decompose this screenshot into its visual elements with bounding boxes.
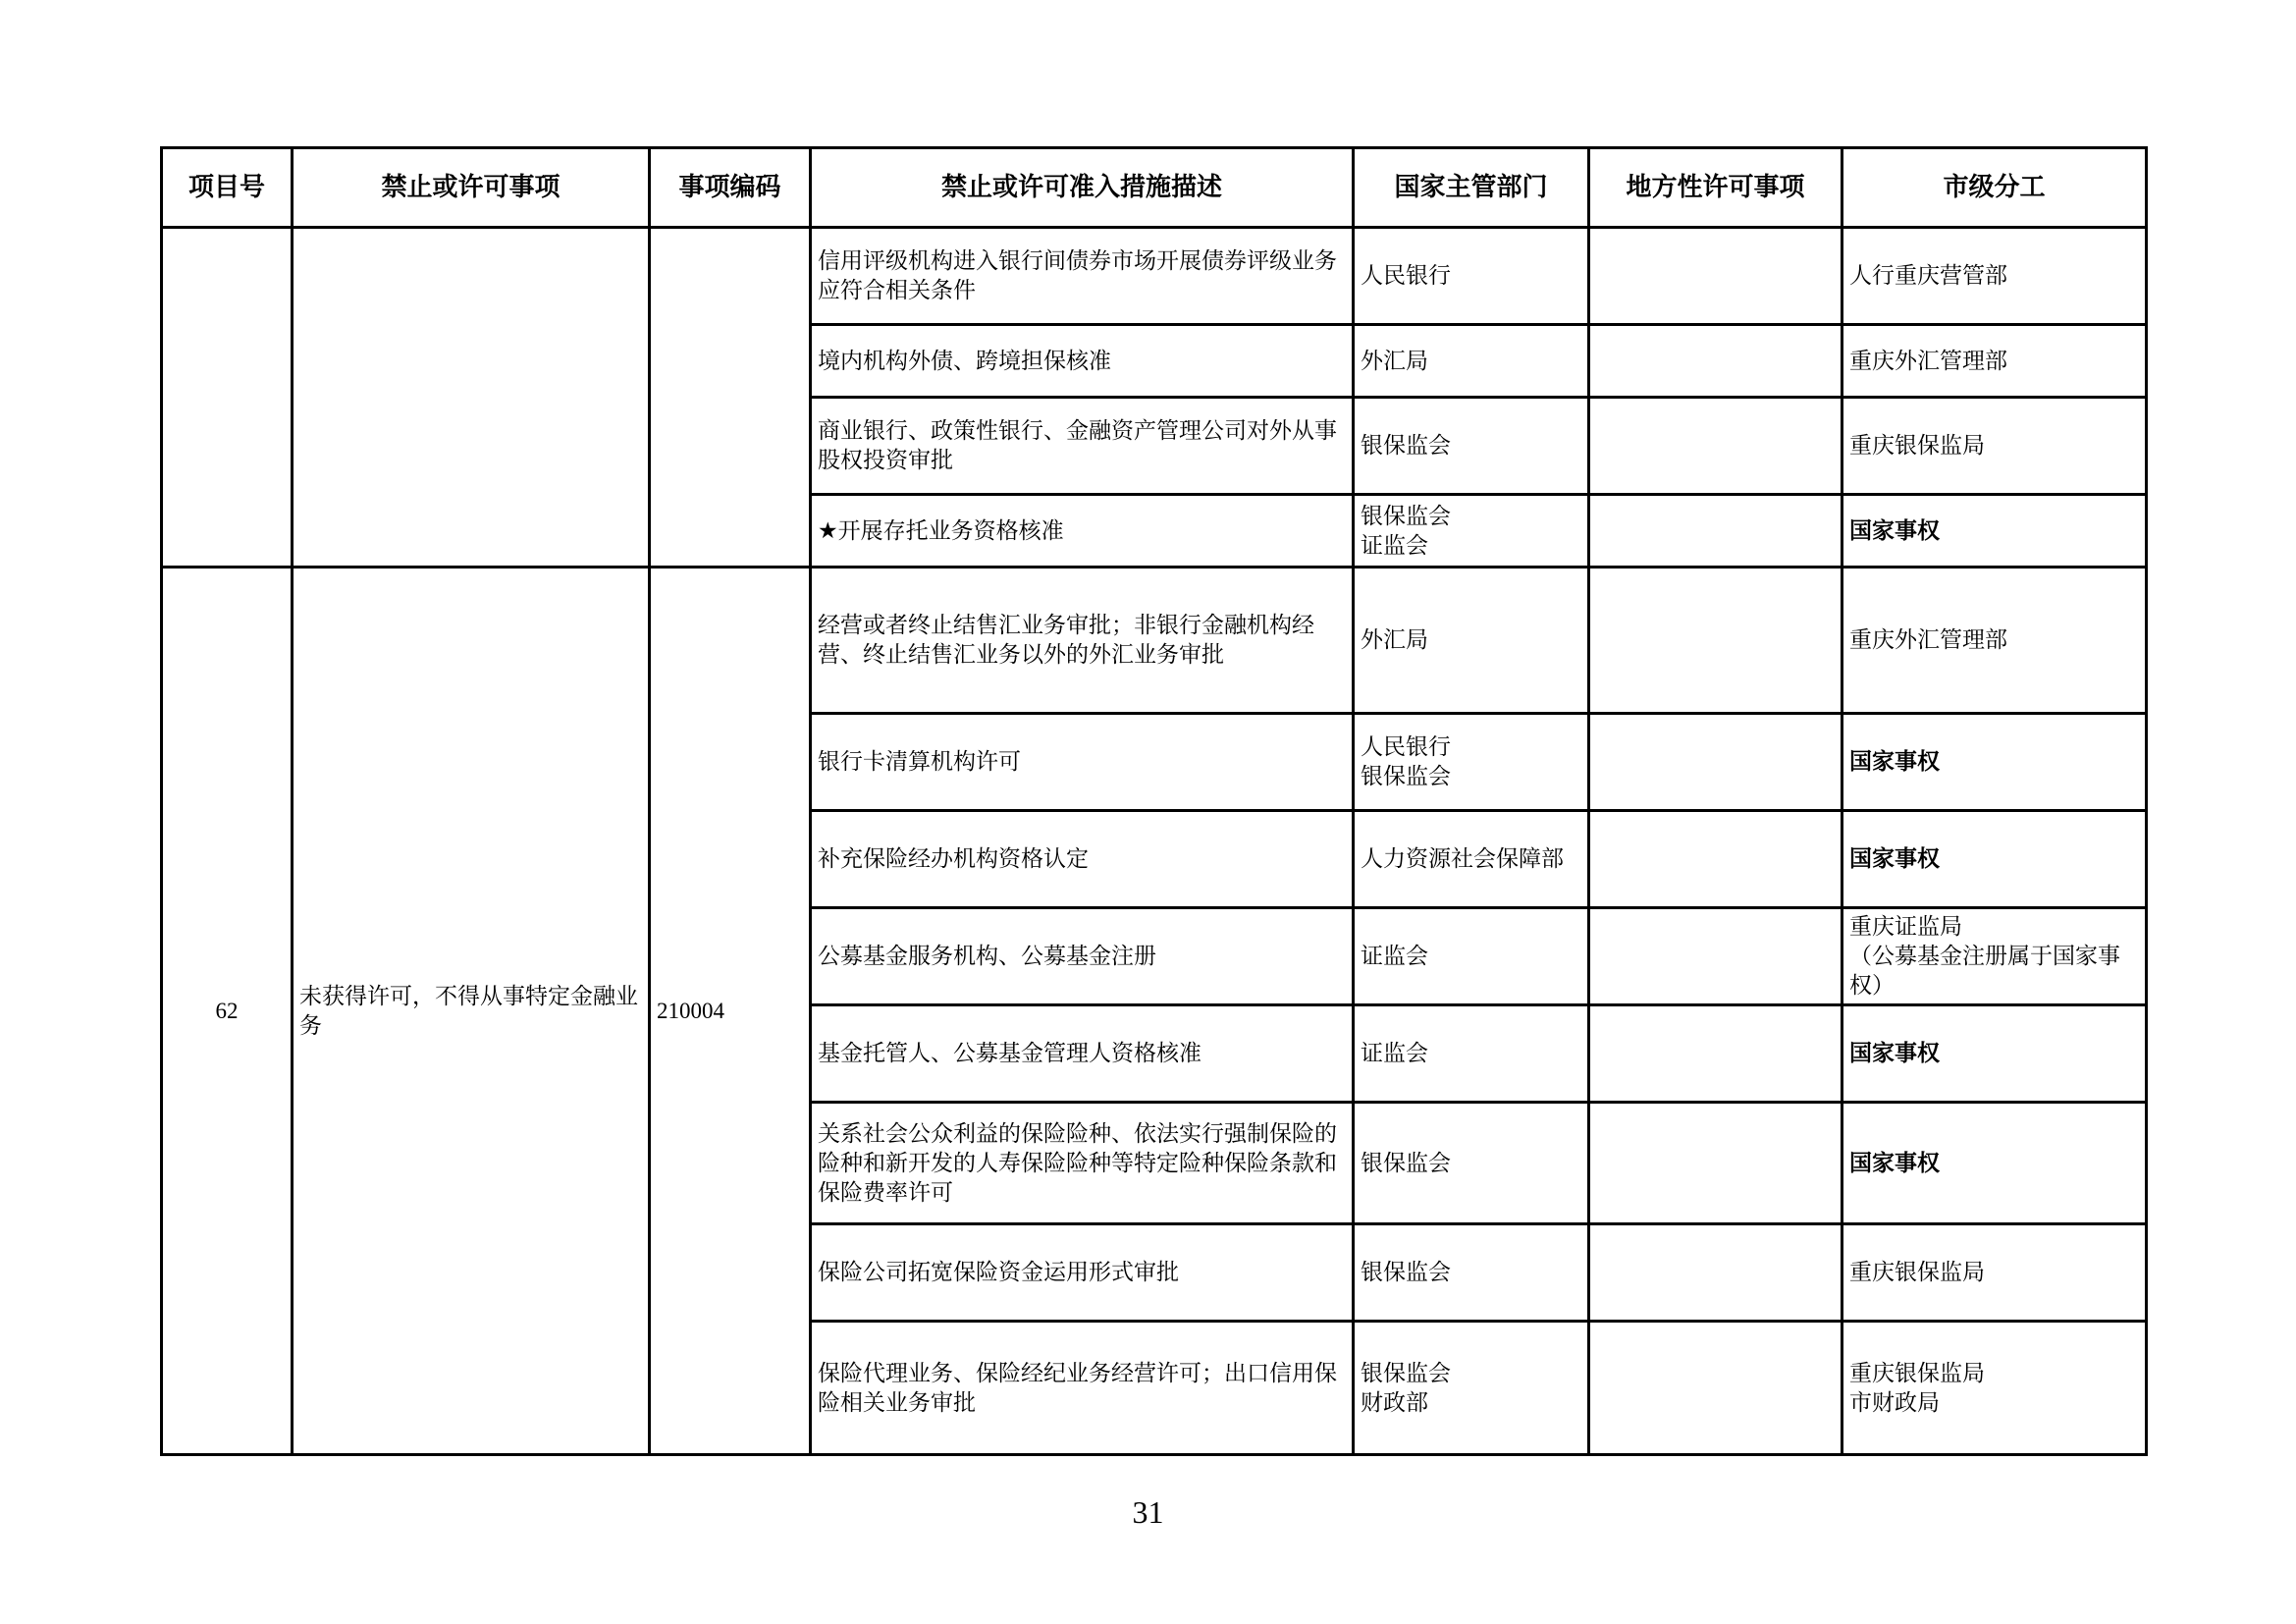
dept-line: 证监会: [1361, 944, 1428, 969]
description-cell: ★开展存托业务资格核准: [811, 495, 1354, 568]
city-line: 重庆证监局: [1849, 914, 1962, 940]
dept-cell: [1354, 1224, 1589, 1322]
header-dept: 国家主管部门: [1354, 148, 1589, 228]
local-cell: [1589, 1103, 1842, 1224]
continued-code-cell: [650, 228, 811, 568]
dept-cell: [1354, 568, 1589, 714]
dept-cell: [1354, 495, 1589, 568]
city-cell: [1842, 568, 2147, 714]
code-cell: 210004: [650, 568, 811, 1455]
description-cell: 关系社会公众利益的保险险种、依法实行强制保险的险种和新开发的人寿保险险种等特定险种保险条款和保险费率许可: [811, 1103, 1354, 1224]
dept-cell: [1354, 811, 1589, 908]
dept-line: 人力资源社会保障部: [1361, 846, 1564, 872]
description-cell: 基金托管人、公募基金管理人资格核准: [811, 1005, 1354, 1103]
header-city: 市级分工: [1842, 148, 2147, 228]
city-cell: [1842, 811, 2147, 908]
project-no-cell: 62: [162, 568, 293, 1455]
dept-line: 银保监会: [1361, 503, 1451, 529]
item-cell: 未获得许可，不得从事特定金融业务: [293, 568, 650, 1455]
city-cell: [1842, 1005, 2147, 1103]
dept-cell: [1354, 1322, 1589, 1455]
description-cell: 补充保险经办机构资格认定: [811, 811, 1354, 908]
local-cell: [1589, 1322, 1842, 1455]
continued-project-no-cell: [162, 228, 293, 568]
city-line: 国家事权: [1849, 846, 1940, 872]
header-description: 禁止或许可准入措施描述: [811, 148, 1354, 228]
local-cell: [1589, 908, 1842, 1005]
page-number: 31: [1132, 1494, 1164, 1530]
dept-cell: [1354, 1005, 1589, 1103]
city-note: （公募基金注册属于国家事权）: [1849, 944, 2120, 999]
description-cell: 公募基金服务机构、公募基金注册: [811, 908, 1354, 1005]
city-line: 重庆银保监局: [1849, 1260, 1985, 1285]
admission-measures-table: [160, 146, 2148, 1456]
dept-cell: [1354, 398, 1589, 495]
city-line: 重庆银保监局: [1849, 433, 1985, 459]
local-cell: [1589, 228, 1842, 325]
dept-line: 人民银行: [1361, 734, 1451, 760]
dept-line: 银保监会: [1361, 1360, 1451, 1386]
dept-line: 人民银行: [1361, 263, 1451, 289]
city-line: 国家事权: [1849, 517, 1940, 544]
dept-line: 外汇局: [1361, 627, 1428, 653]
city-line: 重庆银保监局: [1849, 1360, 1985, 1386]
description-cell: 经营或者终止结售汇业务审批；非银行金融机构经营、终止结售汇业务以外的外汇业务审批: [811, 568, 1354, 714]
dept-line: 证监会: [1361, 1041, 1428, 1066]
local-cell: [1589, 495, 1842, 568]
city-line: 重庆外汇管理部: [1849, 627, 2007, 653]
header-item: 禁止或许可事项: [293, 148, 650, 228]
table-row: [162, 568, 2147, 714]
city-line: 市财政局: [1849, 1389, 1940, 1416]
city-cell: [1842, 908, 2147, 1005]
local-cell: [1589, 811, 1842, 908]
city-line: 人行重庆营管部: [1849, 263, 2007, 289]
description-cell: 银行卡清算机构许可: [811, 714, 1354, 811]
dept-line: 银保监会: [1361, 1150, 1451, 1176]
city-line: 国家事权: [1849, 1041, 1940, 1066]
city-line: 重庆外汇管理部: [1849, 348, 2007, 374]
local-cell: [1589, 1005, 1842, 1103]
table-row: [162, 228, 2147, 325]
dept-cell: [1354, 325, 1589, 398]
dept-line: 银保监会: [1361, 764, 1451, 789]
dept-line: 财政部: [1361, 1389, 1428, 1416]
local-cell: [1589, 714, 1842, 811]
description-cell: 境内机构外债、跨境担保核准: [811, 325, 1354, 398]
description-cell: 信用评级机构进入银行间债券市场开展债券评级业务应符合相关条件: [811, 228, 1354, 325]
description-cell: 保险代理业务、保险经纪业务经营许可；出口信用保险相关业务审批: [811, 1322, 1354, 1455]
city-cell: [1842, 1103, 2147, 1224]
continued-item-cell: [293, 228, 650, 568]
dept-cell: [1354, 714, 1589, 811]
header-project-no: 项目号: [162, 148, 293, 228]
description-cell: 保险公司拓宽保险资金运用形式审批: [811, 1224, 1354, 1322]
city-cell: [1842, 1322, 2147, 1455]
local-cell: [1589, 398, 1842, 495]
dept-cell: [1354, 228, 1589, 325]
dept-line: 证监会: [1361, 532, 1428, 559]
city-cell: [1842, 398, 2147, 495]
city-cell: [1842, 228, 2147, 325]
dept-line: 外汇局: [1361, 348, 1428, 374]
description-cell: 商业银行、政策性银行、金融资产管理公司对外从事股权投资审批: [811, 398, 1354, 495]
table-header-row: [162, 148, 2147, 228]
city-cell: [1842, 325, 2147, 398]
local-cell: [1589, 325, 1842, 398]
dept-cell: [1354, 1103, 1589, 1224]
local-cell: [1589, 568, 1842, 714]
header-local: 地方性许可事项: [1589, 148, 1842, 228]
local-cell: [1589, 1224, 1842, 1322]
dept-line: 银保监会: [1361, 1260, 1451, 1285]
header-code: 事项编码: [650, 148, 811, 228]
dept-line: 银保监会: [1361, 433, 1451, 459]
city-cell: [1842, 1224, 2147, 1322]
city-cell: [1842, 714, 2147, 811]
city-line: 国家事权: [1849, 749, 1940, 775]
dept-cell: [1354, 908, 1589, 1005]
city-line: 国家事权: [1849, 1150, 1940, 1176]
city-cell: [1842, 495, 2147, 568]
